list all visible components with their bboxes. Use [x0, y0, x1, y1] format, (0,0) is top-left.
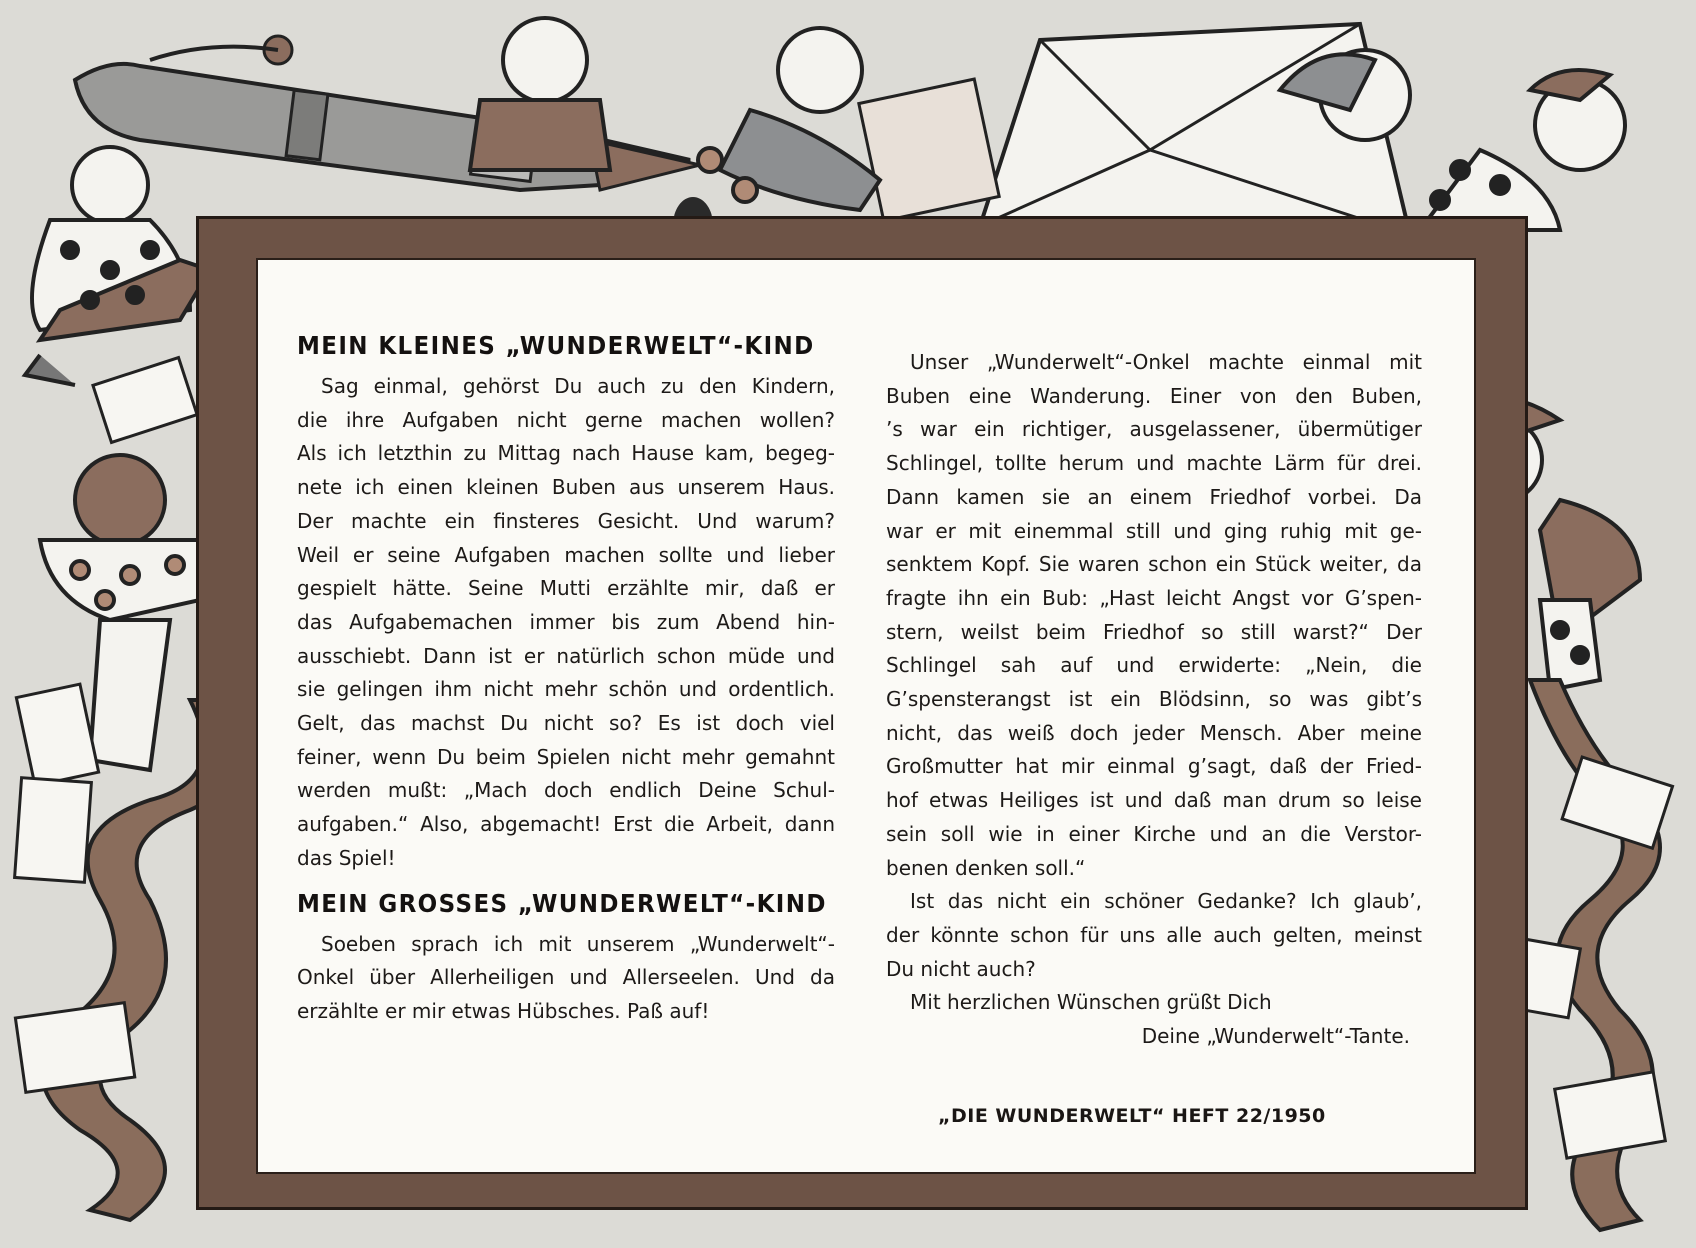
text-line: sie gelingen ihm nicht mehr schön und ordentlich.	[297, 677, 835, 702]
text-line: Onkel über Allerheiligen und Allerseelen. Und da	[297, 965, 835, 990]
text-line: Ist das nicht ein schöner Gedanke? Ich glaub’,	[910, 889, 1422, 914]
heading-grosses-kind: MEIN GROSSES „WUNDERWELT“-KIND	[297, 888, 827, 918]
text-line: der könnte schon für uns alle auch gelten, meinst	[886, 922, 1422, 947]
text-line: senktem Kopf. Sie waren schon ein Stück weiter, da	[886, 552, 1422, 577]
closing-greeting: Mit herzlichen Wünschen grüßt Dich	[910, 990, 1272, 1015]
paragraph-grosses-kind	[297, 928, 835, 1029]
issue-footer: „DIE WUNDERWELT“ HEFT 22/1950	[938, 1105, 1326, 1127]
text-line: Dann kamen sie an einem Friedhof vorbei. Da	[886, 484, 1422, 509]
text-line: die ihre Aufgaben nicht gerne machen wollen?	[297, 407, 835, 432]
text-line: hof etwas Heiliges ist und daß man drum so leise	[886, 788, 1422, 813]
text-line: Der machte ein finsteres Gesicht. Und warum?	[297, 508, 835, 533]
text-line: G’spensterangst ist ein Blödsinn, so was gibt’s	[886, 687, 1422, 712]
text-line: werden mußt: „Mach doch endlich Deine Schul-	[297, 778, 835, 803]
text-line: Buben eine Wanderung. Einer von den Buben,	[886, 383, 1422, 408]
text-line: stern, weilst beim Friedhof so still warst?“ Der	[886, 619, 1422, 644]
text-line: Unser „Wunderwelt“-Onkel machte einmal mit	[910, 350, 1422, 374]
text-line: Soeben sprach ich mit unserem „Wunderwelt“-	[321, 931, 835, 956]
paragraph-kleines-kind	[297, 370, 835, 876]
text-line: Gelt, das machst Du nicht so? Es ist doch viel	[297, 711, 835, 736]
text-line: Sag einmal, gehörst Du auch zu den Kindern,	[321, 374, 835, 398]
text-line: Großmutter hat mir einmal g’sagt, daß der Fried-	[886, 754, 1422, 779]
text-line: Schlingel, tollte herum und machte Lärm für drei.	[886, 451, 1422, 476]
text-line: aufgaben.“ Also, abgemacht! Erst die Arbeit, dann	[297, 812, 835, 837]
text-line: ’s war ein richtiger, ausgelassener, übermütiger	[886, 417, 1422, 442]
text-line: Weil er seine Aufgaben machen sollte und lieber	[297, 542, 835, 567]
text-line: das Aufgabemachen immer bis zum Abend hin-	[297, 609, 835, 634]
text-line: Du nicht auch?	[886, 956, 1036, 981]
text-line: Schlingel sah auf und erwiderte: „Nein, die	[886, 653, 1422, 678]
text-line: gespielt hätte. Seine Mutti erzählte mir, daß er	[297, 576, 835, 601]
postage-stamp-illustration	[859, 79, 999, 221]
text-line: nete ich einen kleinen Buben aus unserem Haus.	[297, 475, 835, 500]
text-line: ausschiebt. Dann ist er natürlich schon müde und	[297, 643, 835, 668]
paragraph-story	[886, 346, 1422, 885]
text-line: fragte ihn ein Bub: „Hast leicht Angst vor G’spen-	[886, 585, 1422, 610]
text-line: Als ich letzthin zu Mittag nach Hause kam, begeg-	[297, 441, 835, 466]
right-column	[886, 346, 1422, 1054]
text-line: nicht, das weiß doch jeder Mensch. Aber meine	[886, 720, 1422, 745]
left-column	[297, 330, 835, 1029]
text-line: benen denken soll.“	[886, 855, 1086, 880]
text-line: war er mit einemmal still und ging ruhig mit ge-	[886, 518, 1422, 543]
text-line: erzählte er mir etwas Hübsches. Paß auf!	[297, 998, 710, 1023]
text-line: feiner, wenn Du beim Spielen nicht mehr gemahnt	[297, 744, 835, 769]
signature: Deine „Wunderwelt“-Tante.	[1141, 1024, 1410, 1049]
text-line: sein soll wie in einer Kirche und an die Verstor-	[886, 821, 1422, 846]
text-line: das Spiel!	[297, 845, 396, 870]
heading-kleines-kind: MEIN KLEINES „WUNDERWELT“-KIND	[297, 331, 815, 360]
child-figure-top-left	[25, 147, 210, 385]
paragraph-reflection	[886, 885, 1422, 986]
